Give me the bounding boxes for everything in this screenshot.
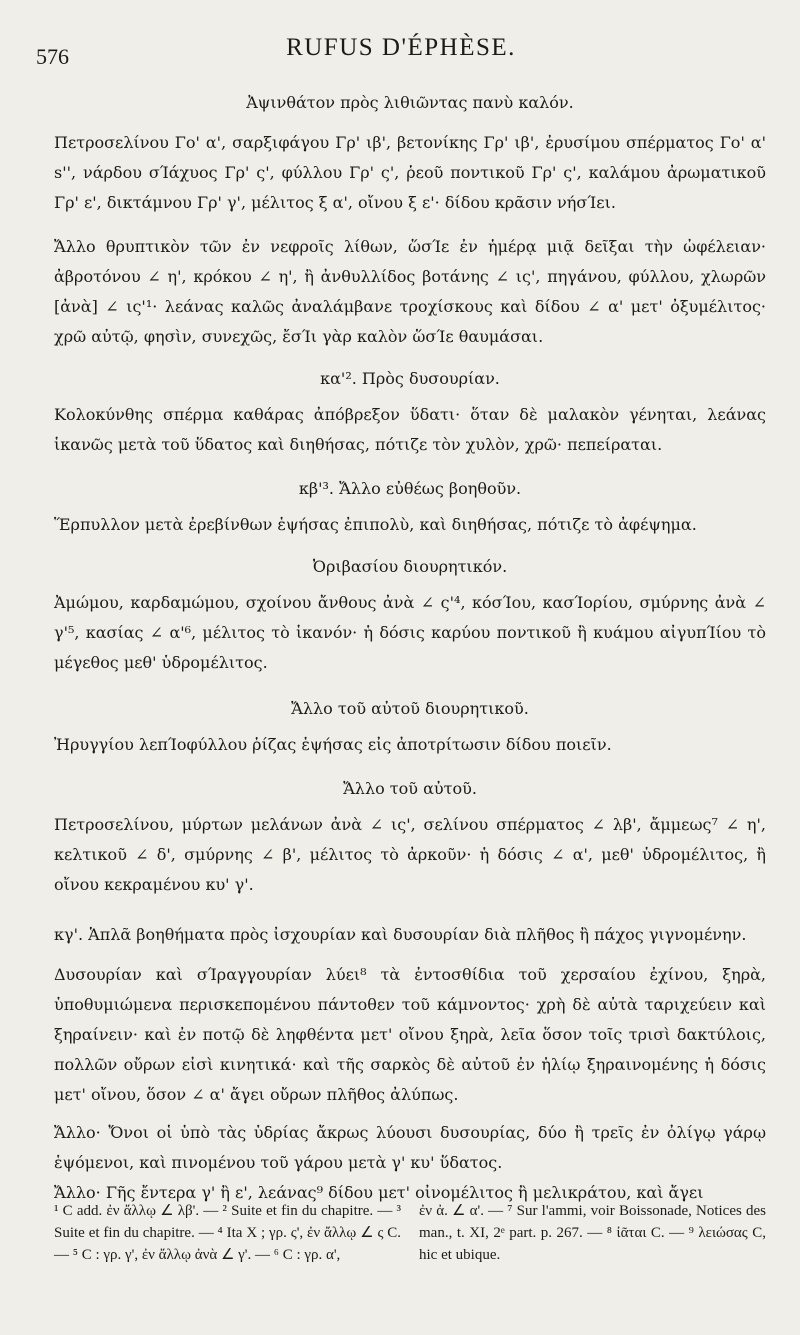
paragraph: Κολοκύνθης σπέρμα καθάρας ἀπόβρεξον ὕδατι· ὅταν δὲ μαλακὸν γένηται, λεάνας ἱκανῶς μετὰ τοῦ ὕδατος καὶ διηθήσας, πότιζε τὸν χυλὸν, χρῶ· πεπείραται.	[54, 405, 766, 454]
page-number: 576	[36, 44, 69, 69]
footnotes	[54, 1200, 766, 1266]
paragraph: Πετροσελίνου, μύρτων μελάνων ἀνὰ ∠ ις', σελίνου σπέρματος ∠ λβ', ἄμμεως⁷ ∠ η', κελτικοῦ ∠ δ', σμύρνης ∠ β', μέλιτος τὸ ἀρκοῦν· ἡ δόσις ∠ α', μεθ' ὑδρομέλιτος, ἢ οἴνου κεκραμένου κυ' γ'.	[54, 815, 766, 894]
section-heading: Ἀψινθάτον πρὸς λιθιῶντας πανὺ καλόν.	[246, 93, 574, 112]
footnote-column-right: ἐν ἀ. ∠ α'. — ⁷ Sur l'ammi, voir Boissonade, Notices des man., t. XI, 2ᵉ part. p. 267. — ⁸ ἰᾶται C. — ⁹ λειώσας C, hic et ubique.	[419, 1203, 766, 1263]
paragraph: Ἄλλο· Ὄνοι οἱ ὑπὸ τὰς ὑδρίας ἄκρως λύουσι δυσουρίας, δύο ἢ τρεῖς ἐν ὀλίγῳ γάρῳ ἑψόμενοι, καὶ πινομένου τοῦ γάρου μετὰ γ' κυ' ὕδατος.	[54, 1123, 766, 1172]
chapter-heading: κβ'³. Ἄλλο εὐθέως βοηθοῦν.	[298, 479, 522, 498]
paragraph: Ἀμώμου, καρδαμώμου, σχοίνου ἄνθους ἀνὰ ∠ ς'⁴, κόσΊου, κασΊορίου, σμύρνης ἀνὰ ∠ γ'⁵, κασίας ∠ α'⁶, μέλιτος τὸ ἱκανόν· ἡ δόσις καρύου ποντικοῦ ἢ κυάμου αἰγυπΊίου τὸ μέγεθος μεθ' ὑδρομέλιτος.	[54, 593, 766, 672]
chapter-heading-paragraph: κγ'. Ἁπλᾶ βοηθήματα πρὸς ἰσχουρίαν καὶ δυσουρίαν διὰ πλῆθος ἢ πάχος γιγνομένην.	[54, 925, 747, 944]
footnote-column-left: ¹ C add. ἐν ἄλλῳ ∠ λβ'. — ² Suite et fin du chapitre. — ³ Suite et fin du chapitre. — ⁴ Ita X ; γρ. ς', ἐν ἄλλῳ ∠ ς C. — ⁵ C : γρ. γ', ἐν ἄλλῳ ἀνὰ ∠ γ'. — ⁶ C : γρ. α',	[54, 1203, 401, 1263]
paragraph: Δυσουρίαν καὶ σΊραγγουρίαν λύει⁸ τὰ ἐντοσθίδια τοῦ χερσαίου ἐχίνου, ξηρὰ, ὑποθυμιώμενα περισκεπομένου πάντοθεν τοῦ κάμνοντος· χρὴ δὲ αὐτὰ ταριχεύειν καὶ ξηραίνειν· καὶ ἐν ποτῷ δὲ ληφθέντα μετ' οἴνου ξηρὰ, λεῖα ὅσον τοῖς τρισὶ δακτύλοις, πολλῶν οὔρων εἰσὶ κινητικά· καὶ τῆς σαρκὸς δὲ αὐτοῦ ἐν ἡλίῳ ξηραινομένης ἡ δόσις μετ' οἴνου, ὅσον ∠ α' ἄγει οὔρων πλῆθος ἀλύπως.	[54, 965, 766, 1104]
page-header	[36, 30, 766, 70]
main-text	[54, 92, 766, 1208]
section-heading: Ἄλλο τοῦ αὐτοῦ διουρητικοῦ.	[291, 699, 529, 718]
section-heading: Ὀριβασίου διουρητικόν.	[312, 557, 508, 576]
paragraph: Ἠρυγγίου λεπΊοφύλλου ῥίζας ἑψήσας εἰς ἀποτρίτωσιν δίδου ποιεῖν.	[54, 735, 612, 754]
section-heading: Ἄλλο τοῦ αὐτοῦ.	[343, 779, 477, 798]
chapter-heading: κα'². Πρὸς δυσουρίαν.	[320, 369, 500, 388]
paragraph: Ἄλλο θρυπτικὸν τῶν ἐν νεφροῖς λίθων, ὥσΊε ἐν ἡμέρᾳ μιᾷ δεῖξαι τὴν ὠφέλειαν· ἀβροτόνου ∠ η', κρόκου ∠ η', ἢ ἀνθυλλίδος βοτάνης ∠ ις', πηγάνου, φύλλου, χλωρῶν [ἀνὰ] ∠ ις'¹· λεάνας καλῶς ἀναλάμβανε τροχίσκους καὶ δίδου ∠ α' μετ' ὀξυμέλιτος· χρῶ αὐτῷ, φησὶν, συνεχῶς, ἔσΊι γὰρ καλὸν ὥσΊε θαυμάσαι.	[54, 237, 766, 346]
paragraph: Ἕρπυλλον μετὰ ἐρεβίνθων ἑψήσας ἐπιπολὺ, καὶ διηθήσας, πότιζε τὸ ἀφέψημα.	[54, 515, 697, 534]
paragraph: Ἄλλο· Γῆς ἔντερα γ' ἢ ε', λεάνας⁹ δίδου μετ' οἰνομέλιτος ἢ μελικράτου, καὶ ἄγει	[54, 1183, 704, 1202]
paragraph: Πετροσελίνου Γο' α', σαρξιφάγου Γρ' ιβ', βετονίκης Γρ' ιβ', ἐρυσίμου σπέρματος Γο' α' s'', νάρδου σΊάχυος Γρ' ς', φύλλου Γρ' ς', ῥεοῦ ποντικοῦ Γρ' ς', καλάμου ἀρωματικοῦ Γρ' ε', δικτάμνου Γρ' γ', μέλιτος ξ α', οἴνου ξ ε'· δίδου κρᾶσιν νήσΊει.	[54, 133, 766, 212]
running-head: RUFUS D'ÉPHÈSE.	[286, 34, 516, 61]
